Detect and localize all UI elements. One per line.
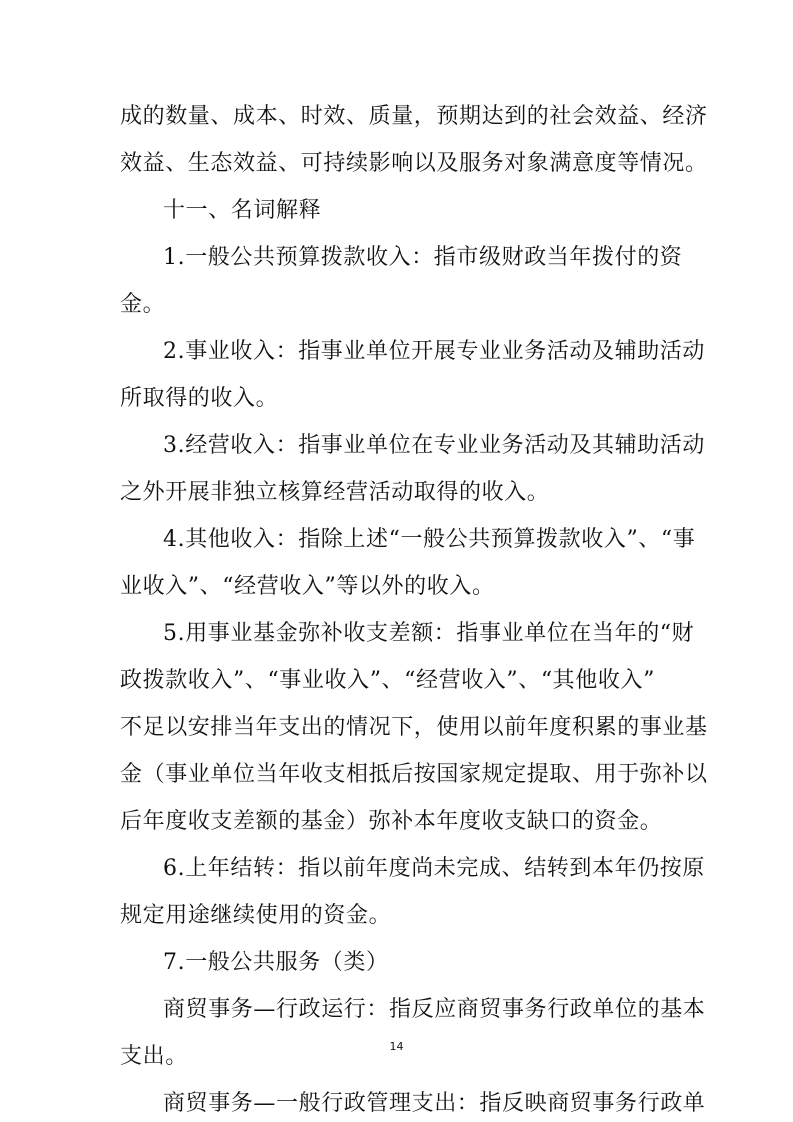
body-text-line: 不足以安排当年支出的情况下，使用以前年度积累的事业基 [120, 715, 708, 740]
body-text-line: 规定用途继续使用的资金。 [120, 903, 392, 928]
term-definition-line: 1.一般公共预算拨款收入：指市级财政当年拨付的资 [163, 245, 683, 270]
category-heading: 7.一般公共服务（类） [163, 950, 389, 975]
body-text-line: 支出。 [120, 1044, 188, 1069]
term-definition-line: 商贸事务—一般行政管理支出：指反映商贸事务行政单 [163, 1091, 706, 1116]
section-heading: 十一、名词解释 [163, 198, 322, 223]
body-text-line: 成的数量、成本、时效、质量，预期达到的社会效益、经济 [120, 104, 708, 129]
body-text-line: 政拨款收入”、“事业收入”、“经营收入”、“其他收入” [120, 668, 655, 693]
body-text-line: 之外开展非独立核算经营活动取得的收入。 [120, 480, 550, 505]
term-definition-line: 2.事业收入：指事业单位开展专业业务活动及辅助活动 [163, 339, 705, 364]
body-text-line: 所取得的收入。 [120, 386, 279, 411]
body-text-line: 后年度收支差额的基金）弥补本年度收支缺口的资金。 [120, 809, 663, 834]
body-text-line: 金（事业单位当年收支相抵后按国家规定提取、用于弥补以 [120, 762, 708, 787]
body-text-line: 效益、生态效益、可持续影响以及服务对象满意度等情况。 [120, 151, 708, 176]
term-definition-line: 6.上年结转：指以前年度尚未完成、结转到本年仍按原 [163, 856, 705, 881]
term-definition-line: 商贸事务—行政运行：指反应商贸事务行政单位的基本 [163, 997, 706, 1022]
body-text-line: 金。 [120, 292, 166, 317]
term-definition-line: 5.用事业基金弥补收支差额：指事业单位在当年的“财 [163, 621, 695, 646]
body-text-line: 业收入”、“经营收入”等以外的收入。 [120, 574, 495, 599]
term-definition-line: 4.其他收入：指除上述“一般公共预算拨款收入”、“事 [163, 527, 696, 552]
term-definition-line: 3.经营收入：指事业单位在专业业务活动及其辅助活动 [163, 433, 705, 458]
page-number: 14 [389, 1040, 404, 1053]
